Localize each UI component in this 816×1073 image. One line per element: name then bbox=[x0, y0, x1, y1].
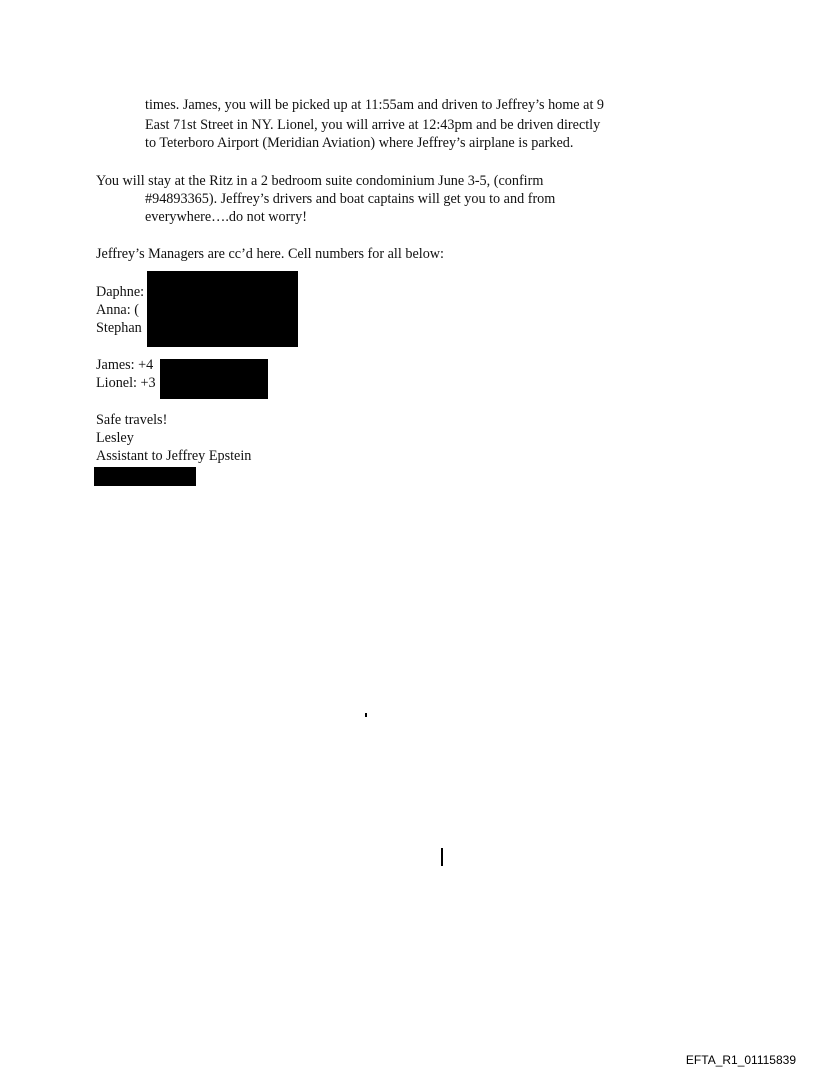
paragraph-2-line-1: You will stay at the Ritz in a 2 bedroom suite condominium June 3-5, (confirm bbox=[96, 173, 544, 189]
signature-title: Assistant to Jeffrey Epstein bbox=[96, 448, 252, 464]
paragraph-2-line-2: #94893365). Jeffrey’s drivers and boat captains will get you to and from bbox=[145, 191, 556, 207]
redaction-box-signature-contact bbox=[94, 467, 196, 486]
scan-artifact-line bbox=[441, 848, 443, 866]
paragraph-1-line-2: East 71st Street in NY. Lionel, you will arrive at 12:43pm and be driven directly bbox=[145, 117, 601, 133]
paragraph-2-line-3: everywhere….do not worry! bbox=[145, 209, 307, 225]
managers-note: Jeffrey’s Managers are cc’d here. Cell numbers for all below: bbox=[96, 246, 444, 262]
scan-artifact-dot bbox=[365, 713, 367, 717]
paragraph-1-line-3: to Teterboro Airport (Meridian Aviation) where Jeffrey’s airplane is parked. bbox=[145, 135, 574, 151]
bates-number: EFTA_R1_01115839 bbox=[685, 1053, 796, 1067]
contact-lionel-label: Lionel: +3 bbox=[96, 375, 156, 391]
contact-james-label: James: +4 bbox=[96, 357, 154, 373]
signature-name: Lesley bbox=[96, 430, 134, 446]
redaction-box-managers bbox=[147, 271, 298, 347]
redaction-box-travelers bbox=[160, 359, 268, 399]
closing-line: Safe travels! bbox=[96, 412, 168, 428]
paragraph-1-line-1: times. James, you will be picked up at 11:55am and driven to Jeffrey’s home at 9 bbox=[145, 97, 605, 113]
contact-daphne-label: Daphne: bbox=[96, 284, 145, 300]
contact-anna-label: Anna: ( bbox=[96, 302, 139, 318]
contact-stephan-label: Stephan bbox=[96, 320, 142, 336]
